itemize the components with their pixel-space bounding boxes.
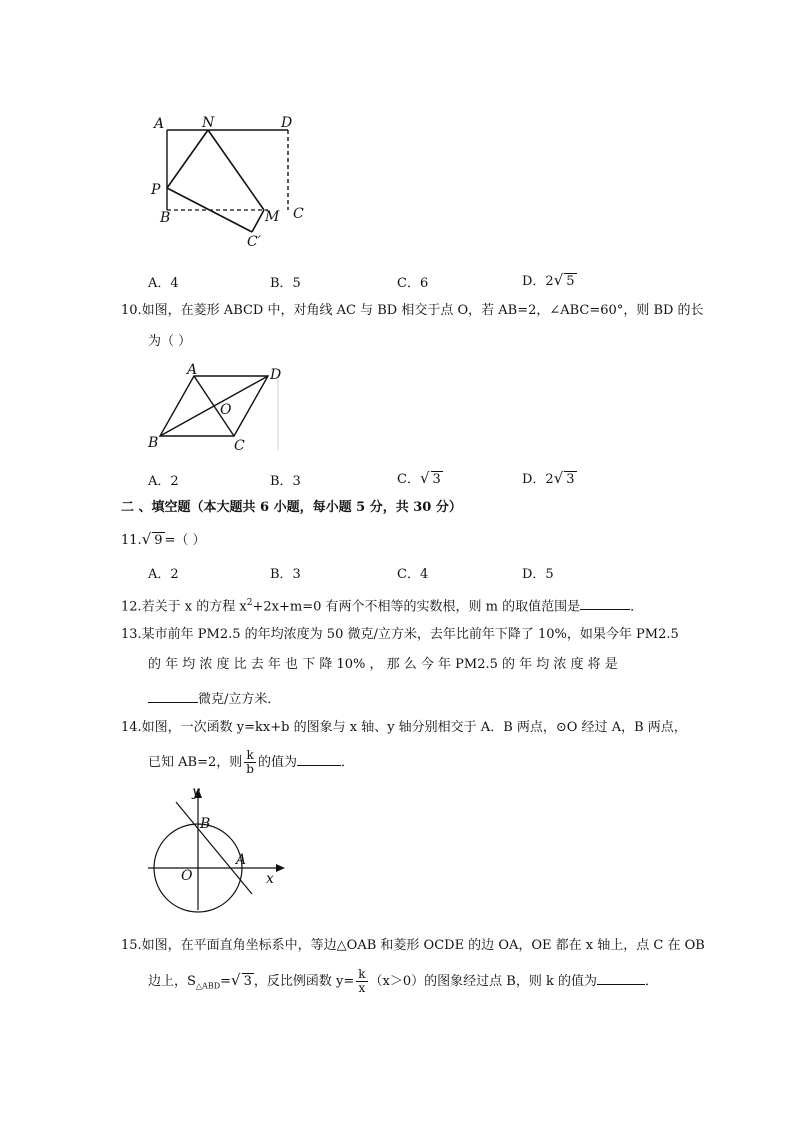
q10-option-b[interactable]: B．3 — [270, 474, 301, 489]
q15-text-c: ，反比例函数 y= — [253, 974, 355, 989]
q10-option-d[interactable] — [522, 468, 577, 487]
fig9-label-d: D — [281, 115, 293, 131]
q10-option-d-radicand: 3 — [566, 472, 575, 487]
q15-radicand: 3 — [243, 974, 252, 989]
q12-superscript: 2 — [246, 598, 253, 608]
fig10-label-b: B — [148, 435, 159, 451]
q11-radicand: 9 — [154, 533, 163, 548]
fig9-label-c: C — [293, 206, 304, 222]
q15-answer-blank[interactable] — [597, 970, 645, 985]
fig9-label-n: N — [202, 115, 215, 131]
fig9-label-a: A — [154, 116, 165, 132]
q9-rectangle-figure — [140, 108, 320, 248]
fig9-label-p: P — [151, 182, 161, 198]
q9-option-d-prefix: D．2 — [522, 274, 554, 289]
sqrt-sign: √ — [419, 469, 430, 487]
sqrt-sign: √ — [231, 971, 241, 989]
q12-stem — [121, 594, 643, 616]
q15-fraction — [356, 968, 367, 995]
q10-option-c-radicand: 3 — [432, 472, 441, 487]
fig9-label-c-prime: C′ — [247, 234, 261, 248]
q9-option-d-radicand: 5 — [566, 274, 575, 289]
sqrt-sign: √ — [553, 469, 564, 487]
q15-line-2 — [148, 968, 658, 996]
fig10-label-c: C — [234, 438, 245, 454]
q15-frac-numerator: k — [358, 967, 366, 981]
q15-line-1: 15.如图，在平面直角坐标系中，等边△OAB 和菱形 OCDE 的边 OA，OE 都在 x 轴上，点 C 在 OB — [121, 938, 705, 953]
fig10-label-a: A — [187, 362, 198, 378]
q9-option-b[interactable]: B．5 — [270, 276, 301, 291]
fig10-label-o: O — [220, 402, 232, 418]
q10-option-d-prefix: D．2 — [522, 472, 554, 487]
q11-prefix: 11. — [121, 533, 142, 548]
q10-line-2: 为（ ） — [148, 334, 192, 349]
q10-option-c-prefix: C． — [397, 472, 420, 487]
fig14-label-b: B — [200, 816, 211, 832]
q12-end: ． — [630, 599, 644, 615]
q11-option-b[interactable]: B．3 — [270, 567, 301, 582]
q15-text-d: （x＞0）的图象经过点 B，则 k 的值为 — [369, 974, 597, 989]
q9-option-a[interactable]: A．4 — [148, 276, 179, 291]
q13-line-3-text: 微克/立方米． — [198, 692, 281, 707]
q13-answer-blank[interactable] — [148, 688, 198, 703]
q10-option-a[interactable]: A．2 — [148, 474, 179, 489]
q11-option-c[interactable]: C．4 — [397, 567, 429, 582]
q11-stem — [121, 530, 206, 550]
fig14-label-y: y — [192, 784, 200, 800]
q14-circle-figure — [140, 782, 290, 917]
fig9-label-m: M — [265, 209, 280, 225]
q14-line-1: 14.如图，一次函数 y=kx+b 的图象与 x 轴、y 轴分别相交于 A．B 两点，⊙O 经过 A，B 两点， — [121, 720, 687, 735]
q12-text-b: +2x+m=0 有两个不相等的实数根，则 m 的取值范围是 — [252, 599, 581, 615]
q11-option-d[interactable]: D．5 — [522, 567, 554, 582]
q14-text-a: 已知 AB=2，则 — [148, 755, 243, 770]
q14-frac-numerator: k — [244, 749, 256, 763]
q10-option-c[interactable] — [397, 468, 443, 487]
fig14-label-x: x — [266, 871, 274, 887]
fig14-label-o: O — [181, 868, 193, 884]
sqrt-sign: √ — [141, 530, 152, 548]
q13-line-2: 的 年 均 浓 度 比 去 年 也 下 降 10% ， 那 么 今 年 PM2.5 的 年 均 浓 度 将 是 — [148, 657, 618, 672]
q14-line-2 — [148, 749, 354, 776]
q13-line-3 — [148, 688, 280, 709]
q15-subscript: △ABD — [195, 981, 221, 991]
q14-end: ． — [340, 755, 354, 770]
q12-answer-blank[interactable] — [580, 595, 630, 610]
q14-frac-denominator: b — [246, 762, 254, 776]
q15-text-b: = — [220, 974, 232, 989]
q9-option-c[interactable]: C．6 — [397, 276, 429, 291]
fig10-label-d: D — [270, 367, 282, 383]
q15-end: ． — [644, 974, 658, 989]
q14-text-b: 的值为 — [257, 755, 297, 770]
q11-suffix: =（ ） — [164, 533, 206, 548]
q12-text-a: 12.若关于 x 的方程 x — [121, 599, 247, 615]
fig14-label-a: A — [236, 852, 247, 868]
q10-line-1: 10.如图，在菱形 ABCD 中，对角线 AC 与 BD 相交于点 O，若 AB=2，∠ABC=60°，则 BD 的长 — [121, 303, 704, 318]
q14-fraction — [244, 749, 256, 776]
section-2-title: 二 、填空题（本大题共 6 小题，每小题 5 分，共 30 分） — [121, 500, 462, 515]
q13-line-1: 13.某市前年 PM2.5 的年均浓度为 50 微克/立方米，去年比前年下降了 10%，如果今年 PM2.5 — [121, 627, 679, 642]
q15-text-a: 边上，S — [148, 974, 196, 989]
q15-frac-denominator: x — [358, 981, 366, 995]
q9-option-d[interactable] — [522, 270, 577, 289]
q14-answer-blank[interactable] — [297, 751, 341, 766]
q11-option-a[interactable]: A．2 — [148, 567, 179, 582]
q10-rhombus-figure — [140, 362, 290, 457]
fig9-label-b: B — [160, 210, 171, 226]
sqrt-sign: √ — [553, 271, 564, 289]
